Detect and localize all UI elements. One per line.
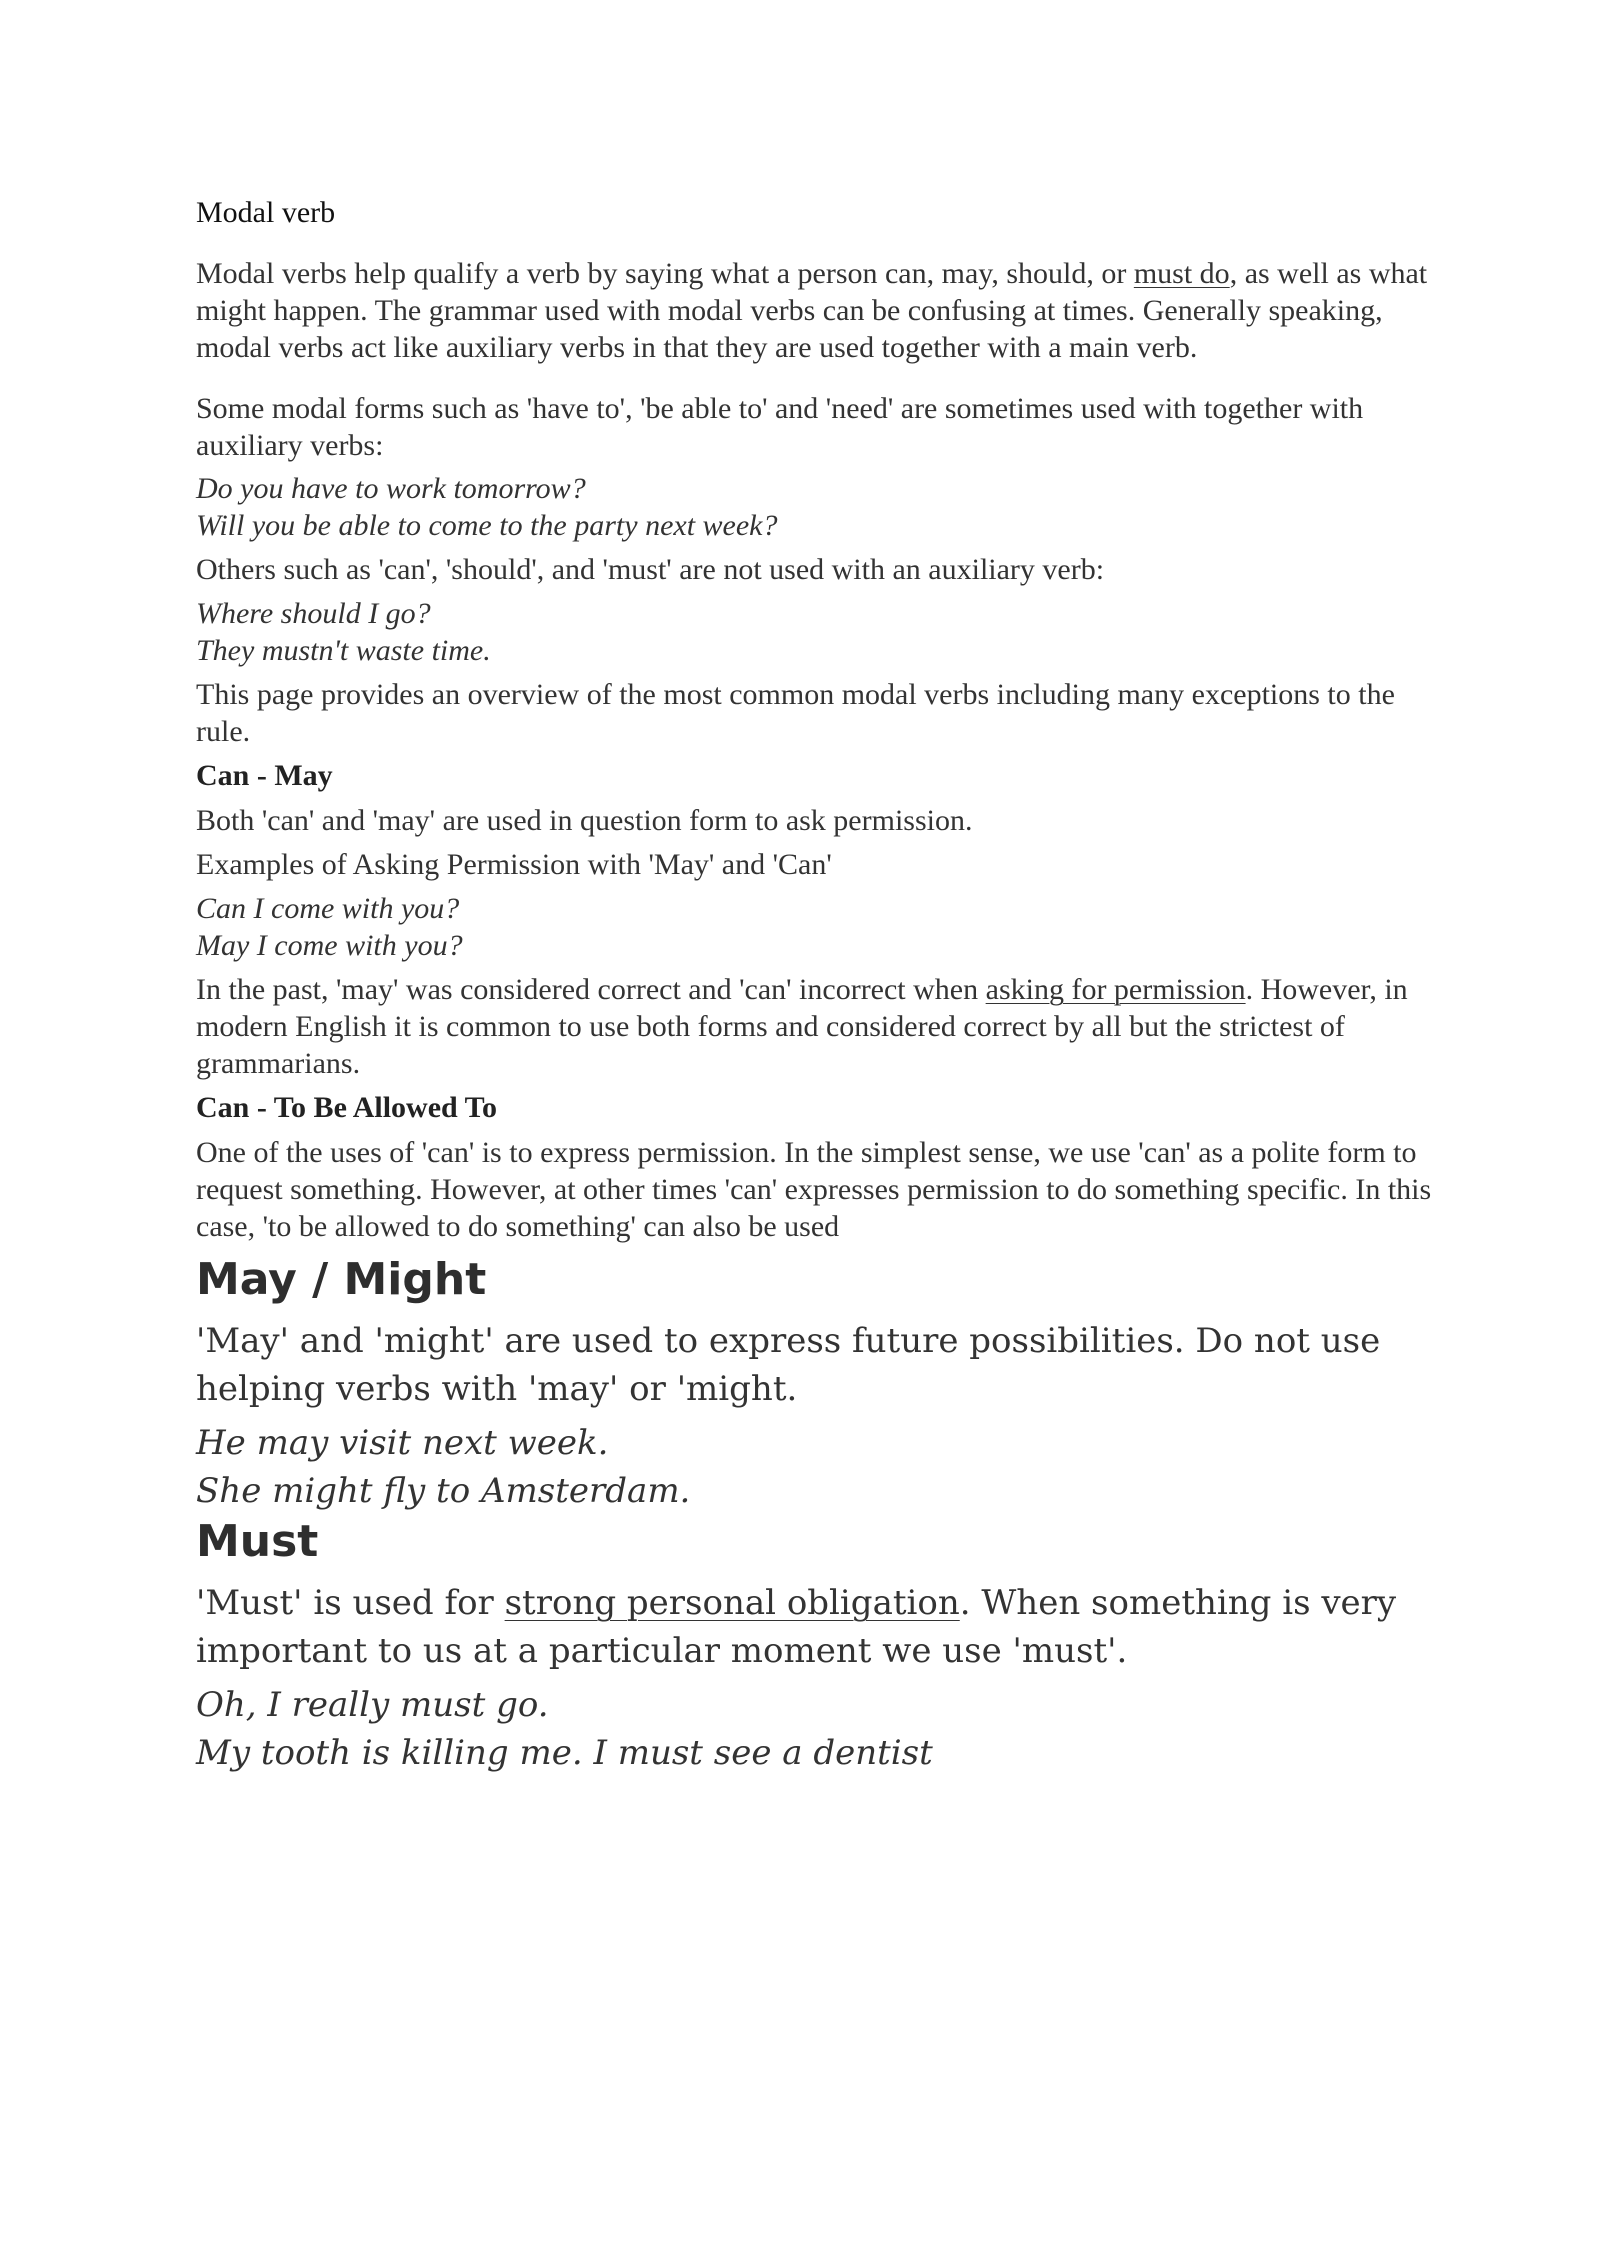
permission-text-start: In the past, 'may' was considered correct and 'can' incorrect when [196, 973, 986, 1006]
intro-text-start: Modal verbs help qualify a verb by saying what a person can, may, should, or [196, 257, 1134, 290]
document-page [196, 194, 1436, 1777]
auxiliary-examples [196, 470, 1436, 544]
example-sentence: My tooth is killing me. I must see a dentist [196, 1733, 933, 1773]
example-sentence: Can I come with you? [196, 892, 460, 925]
auxiliary-paragraph: Some modal forms such as 'have to', 'be able to' and 'need' are sometimes used with together with auxiliary verbs: [196, 392, 1364, 462]
must-examples [196, 1681, 1436, 1777]
allowed-paragraph: One of the uses of 'can' is to express permission. In the simplest sense, we use 'can' as a polite form to request something. However, at other times 'can' expresses permission to do something specific. In this case, 'to be allowed to do something' can also be used [196, 1136, 1432, 1243]
can-may-examples-label: Examples of Asking Permission with 'May' and 'Can' [196, 848, 832, 881]
must-do-link[interactable]: must do [1133, 257, 1230, 290]
example-sentence: Oh, I really must go. [196, 1685, 549, 1725]
intro-paragraph [196, 255, 1436, 366]
may-might-heading: May / Might [196, 1254, 487, 1305]
example-sentence: They mustn't waste time. [196, 634, 491, 667]
can-may-heading: Can - May [196, 759, 333, 792]
asking-for-permission-link[interactable]: asking for permission [985, 973, 1246, 1006]
example-sentence: Will you be able to come to the party next week? [196, 509, 778, 542]
must-text-start: 'Must' is used for [196, 1583, 505, 1623]
strong-personal-obligation-link[interactable]: strong personal obligation [504, 1583, 960, 1623]
can-may-examples [196, 890, 1436, 964]
must-paragraph [196, 1579, 1436, 1675]
allowed-heading: Can - To Be Allowed To [196, 1091, 497, 1124]
permission-paragraph [196, 971, 1436, 1082]
must-text-end: . When something is very important to us at a particular moment we use 'must'. [196, 1583, 1397, 1671]
document-title: Modal verb [196, 196, 336, 229]
must-heading: Must [196, 1516, 319, 1567]
may-might-paragraph: 'May' and 'might' are used to express future possibilities. Do not use helping verbs with 'may' or 'might. [196, 1321, 1381, 1409]
example-sentence: Do you have to work tomorrow? [196, 472, 586, 505]
no-auxiliary-paragraph: Others such as 'can', 'should', and 'must' are not used with an auxiliary verb: [196, 553, 1105, 586]
no-auxiliary-examples [196, 595, 1436, 669]
intro-text-end: , as well as what might happen. The grammar used with modal verbs can be confusing at times. Generally speaking, modal verbs act like auxiliary verbs in that they are used together with a main verb. [196, 257, 1428, 364]
example-sentence: He may visit next week. [196, 1423, 609, 1463]
example-sentence: May I come with you? [196, 929, 463, 962]
may-might-examples [196, 1419, 1436, 1515]
permission-text-end: . However, in modern English it is common to use both forms and considered correct by all but the strictest of grammarians. [196, 973, 1408, 1080]
example-sentence: Where should I go? [196, 597, 431, 630]
overview-paragraph: This page provides an overview of the most common modal verbs including many exceptions to the rule. [196, 678, 1395, 748]
can-may-paragraph: Both 'can' and 'may' are used in question form to ask permission. [196, 804, 973, 837]
example-sentence: She might fly to Amsterdam. [196, 1471, 691, 1511]
